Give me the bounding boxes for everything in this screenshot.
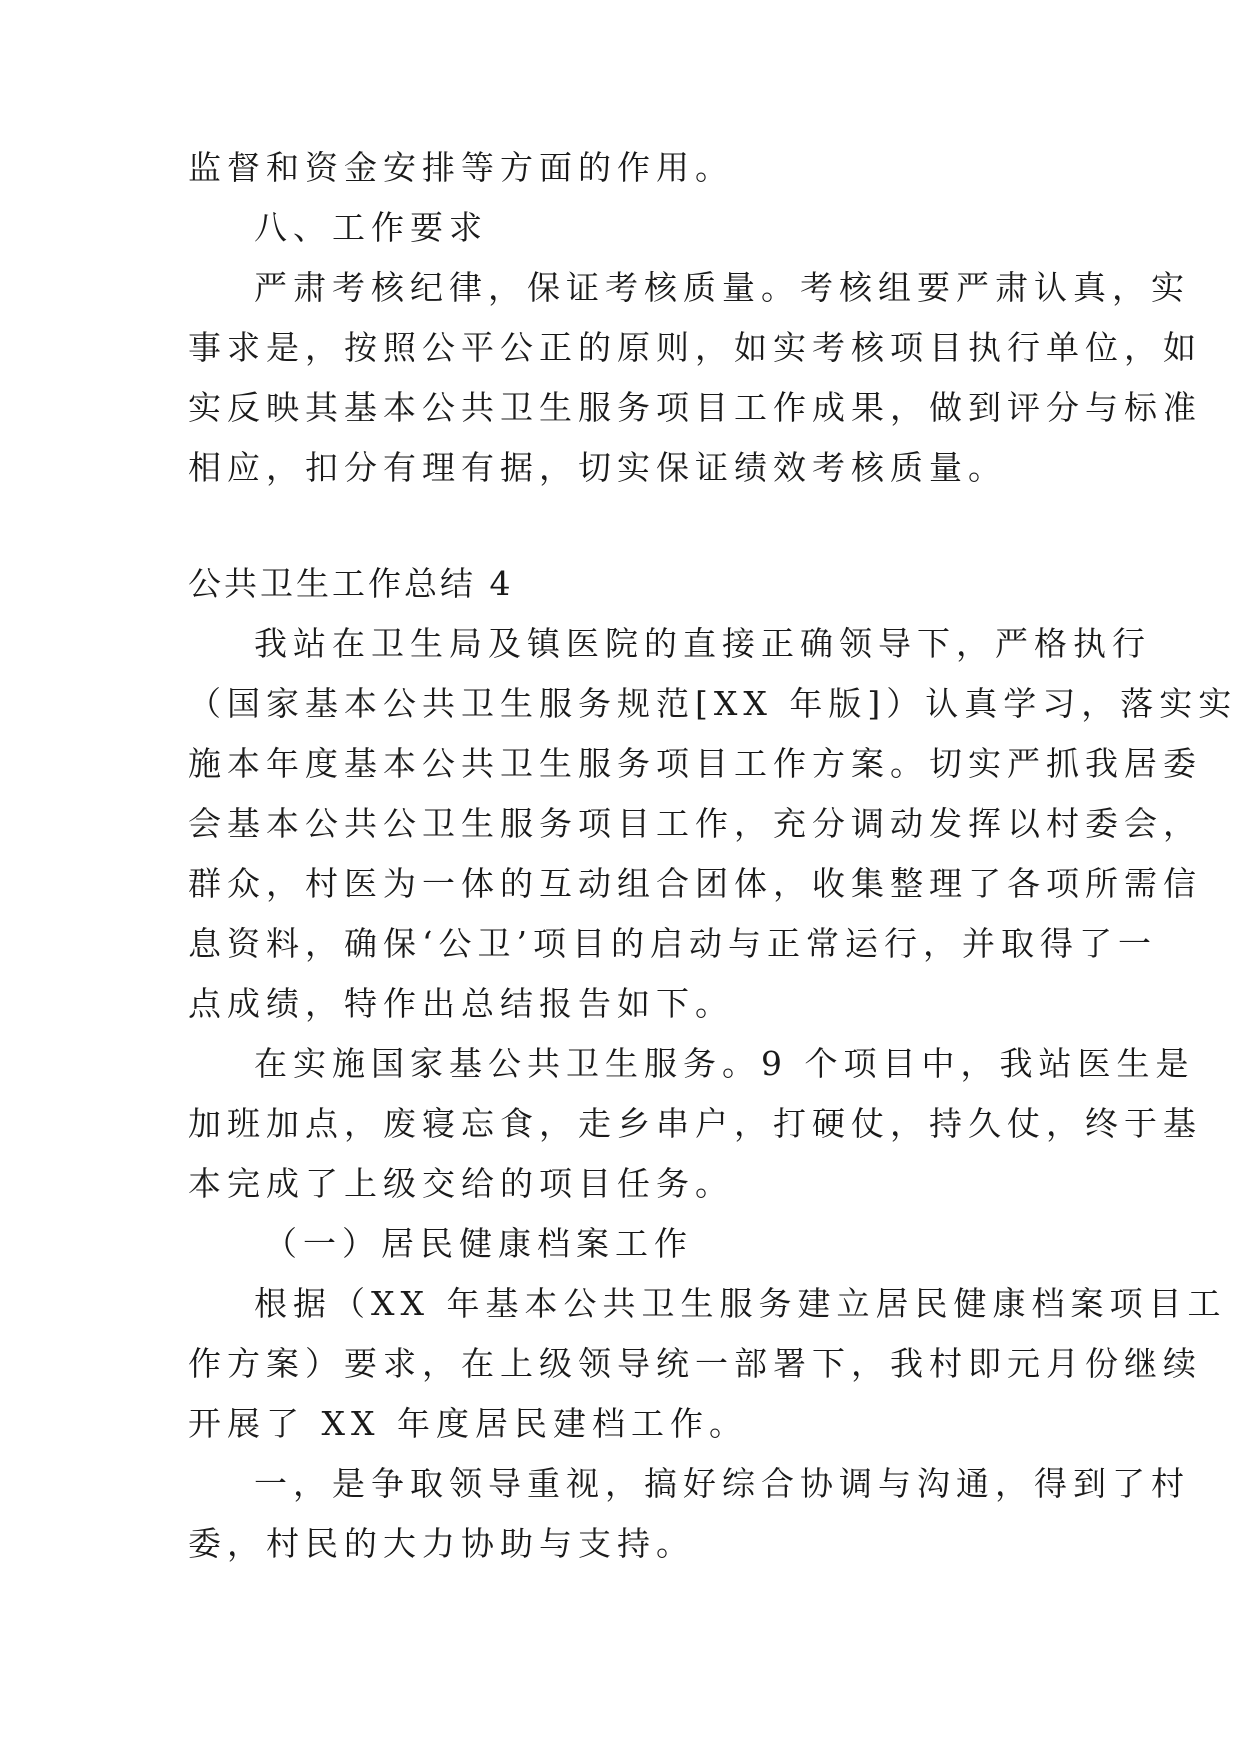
paragraph-line: 我站在卫生局及镇医院的直接正确领导下，严格执行 — [254, 624, 1151, 663]
paragraph-line: 严肃考核纪律，保证考核质量。考核组要严肃认真，实 — [254, 268, 1190, 307]
paragraph-line: 监督和资金安排等方面的作用。 — [188, 148, 734, 187]
section-heading: 八、工作要求 — [254, 208, 488, 247]
paragraph-line: 作方案）要求，在上级领导统一部署下，我村即元月份继续 — [188, 1344, 1202, 1383]
paragraph-line: （国家基本公共卫生服务规范[XX 年版]）认真学习，落实实 — [188, 684, 1238, 723]
paragraph-line: 事求是，按照公平公正的原则，如实考核项目执行单位，如 — [188, 328, 1202, 367]
paragraph-line: 施本年度基本公共卫生服务项目工作方案。切实严抓我居委 — [188, 744, 1202, 783]
paragraph-line: 群众，村医为一体的互动组合团体，收集整理了各项所需信 — [188, 864, 1202, 903]
paragraph-line: 委，村民的大力协助与支持。 — [188, 1524, 695, 1563]
paragraph-line: 加班加点，废寝忘食，走乡串户，打硬仗，持久仗，终于基 — [188, 1104, 1202, 1143]
paragraph-line: 根据（XX 年基本公共卫生服务建立居民健康档案项目工 — [254, 1284, 1227, 1323]
paragraph-line: 开展了 XX 年度居民建档工作。 — [188, 1404, 748, 1443]
paragraph-line: 一，是争取领导重视，搞好综合协调与沟通，得到了村 — [254, 1464, 1190, 1503]
subsection-heading: （一）居民健康档案工作 — [264, 1224, 693, 1263]
paragraph-line: 实反映其基本公共卫生服务项目工作成果，做到评分与标准 — [188, 388, 1202, 427]
paragraph-line: 息资料，确保‘公卫’项目的启动与正常运行，并取得了一 — [188, 924, 1157, 963]
paragraph-line: 点成绩，特作出总结报告如下。 — [188, 984, 734, 1023]
paragraph-line: 相应，扣分有理有据，切实保证绩效考核质量。 — [188, 448, 1007, 487]
document-title: 公共卫生工作总结 4 — [188, 564, 514, 603]
paragraph-line: 会基本公共公卫生服务项目工作，充分调动发挥以村委会， — [188, 804, 1202, 843]
paragraph-line: 在实施国家基公共卫生服务。9 个项目中，我站医生是 — [254, 1044, 1195, 1083]
paragraph-line: 本完成了上级交给的项目任务。 — [188, 1164, 734, 1203]
